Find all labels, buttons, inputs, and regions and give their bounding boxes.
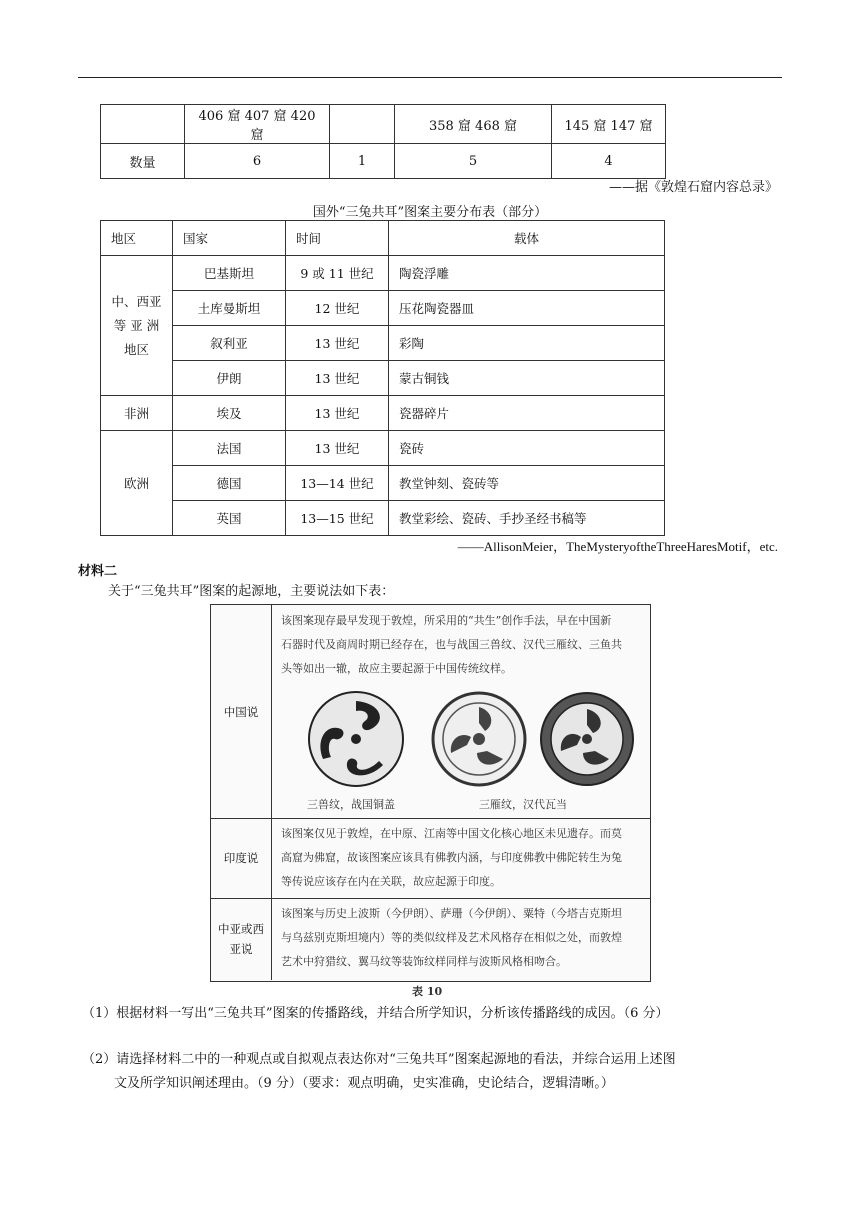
table-cell: 145 窟 147 窟 bbox=[552, 105, 666, 144]
material2-heading: 材料二 bbox=[78, 564, 118, 579]
table-cell: 5 bbox=[395, 144, 552, 179]
table-row bbox=[101, 326, 665, 361]
country-cell: 伊朗 bbox=[173, 361, 286, 396]
region-cell: 非洲 bbox=[101, 396, 173, 431]
source-citation-2: ——AllisonMeier，TheMysteryoftheThreeHaresMotif，etc. bbox=[457, 539, 778, 554]
region-cell: 欧洲 bbox=[101, 431, 173, 536]
text-line: 该图案仅见于敦煌，在中原、江南等中国文化核心地区未见遗存。而莫 bbox=[281, 827, 622, 840]
three-goose-tile-image-2 bbox=[537, 689, 637, 789]
table-cell: 6 bbox=[185, 144, 330, 179]
text-line: 与乌兹别克斯坦境内）等的类似纹样及艺术风格存在相似之处，而敦煌 bbox=[281, 931, 622, 944]
three-beast-pattern-image bbox=[301, 689, 411, 789]
country-cell: 土库曼斯坦 bbox=[173, 291, 286, 326]
table-row bbox=[101, 501, 665, 536]
table-cell: 406 窟 407 窟 420 窟 bbox=[185, 105, 330, 144]
table-cell: 358 窟 468 窟 bbox=[395, 105, 552, 144]
carrier-cell: 蒙古铜钱 bbox=[389, 361, 665, 396]
label-line: 亚说 bbox=[229, 942, 253, 956]
table-caption: 国外“三兔共耳”图案主要分布表（部分） bbox=[312, 205, 548, 220]
carrier-cell: 教堂彩绘、瓷砖、手抄圣经书稿等 bbox=[389, 501, 665, 536]
table-cell: 数量 bbox=[101, 144, 185, 179]
region-line: 地区 bbox=[123, 341, 149, 357]
three-goose-tile-image-1 bbox=[429, 689, 529, 789]
india-theory-text bbox=[281, 822, 642, 894]
carrier-cell: 教堂钟刻、瓷砖等 bbox=[389, 466, 665, 501]
table-header: 地区 bbox=[101, 221, 173, 256]
china-theory-text bbox=[281, 609, 642, 681]
carrier-cell: 瓷砖 bbox=[389, 431, 665, 466]
table-row bbox=[101, 431, 665, 466]
table-row bbox=[101, 105, 666, 144]
table-row bbox=[101, 256, 665, 291]
china-theory-row bbox=[211, 605, 650, 819]
central-asia-theory-label bbox=[211, 898, 272, 980]
country-cell: 英国 bbox=[173, 501, 286, 536]
carrier-cell: 压花陶瓷器皿 bbox=[389, 291, 665, 326]
table-row bbox=[101, 221, 665, 256]
country-cell: 德国 bbox=[173, 466, 286, 501]
text-line: 艺术中狩猎纹、翼马纹等装饰纹样同样与波斯风格相吻合。 bbox=[281, 955, 567, 968]
table-number-caption: 表 10 bbox=[412, 985, 443, 998]
country-cell: 叙利亚 bbox=[173, 326, 286, 361]
table-cell bbox=[330, 105, 395, 144]
central-asia-theory-row bbox=[211, 898, 650, 980]
label-line: 中亚或西 bbox=[218, 922, 264, 936]
distribution-table bbox=[100, 220, 665, 536]
region-line: 等 亚 洲 bbox=[113, 317, 160, 333]
text-line: 高窟为佛窟，故该图案应该具有佛教内涵，与印度佛教中佛陀转生为兔 bbox=[281, 851, 622, 864]
time-cell: 13 世纪 bbox=[286, 361, 389, 396]
time-cell: 13 世纪 bbox=[286, 396, 389, 431]
table-cell: 1 bbox=[330, 144, 395, 179]
text-line: 头等如出一辙，故应主要起源于中国传统纹样。 bbox=[281, 662, 512, 675]
source-citation-1: ——据《敦煌石窟内容总录》 bbox=[608, 180, 778, 195]
table-row bbox=[101, 291, 665, 326]
region-line: 中、西亚 bbox=[111, 293, 162, 309]
region-cell bbox=[101, 256, 173, 396]
central-asia-theory-text bbox=[281, 902, 642, 974]
table-header: 载体 bbox=[389, 221, 665, 256]
table-row bbox=[101, 466, 665, 501]
country-cell: 巴基斯坦 bbox=[173, 256, 286, 291]
image-caption: 三雁纹，汉代瓦当 bbox=[479, 798, 567, 811]
question-1: （1）根据材料一写出“三兔共耳”图案的传播路线，并结合所学知识，分析该传播路线的成因。（6 分） bbox=[82, 1006, 669, 1021]
table-row bbox=[101, 396, 665, 431]
header-rule bbox=[78, 77, 782, 78]
carrier-cell: 陶瓷浮雕 bbox=[389, 256, 665, 291]
origin-theories-table bbox=[210, 604, 651, 982]
material2-intro: 关于“三兔共耳”图案的起源地，主要说法如下表： bbox=[108, 584, 395, 599]
time-cell: 9 或 11 世纪 bbox=[286, 256, 389, 291]
india-theory-row bbox=[211, 818, 650, 899]
country-cell: 法国 bbox=[173, 431, 286, 466]
table-cell bbox=[101, 105, 185, 144]
time-cell: 13—14 世纪 bbox=[286, 466, 389, 501]
time-cell: 12 世纪 bbox=[286, 291, 389, 326]
image-caption: 三兽纹，战国铜盖 bbox=[307, 798, 395, 811]
country-cell: 埃及 bbox=[173, 396, 286, 431]
text-line: 石器时代及商周时期已经存在，也与战国三兽纹、汉代三雁纹、三鱼共 bbox=[281, 638, 622, 651]
time-cell: 13 世纪 bbox=[286, 431, 389, 466]
cave-count-table bbox=[100, 104, 666, 179]
time-cell: 13—15 世纪 bbox=[286, 501, 389, 536]
table-row bbox=[101, 144, 666, 179]
text-line: 等传说应该存在内在关联，故应起源于印度。 bbox=[281, 875, 501, 888]
india-theory-label: 印度说 bbox=[211, 818, 272, 898]
time-cell: 13 世纪 bbox=[286, 326, 389, 361]
question-2-line-2: 文及所学知识阐述理由。（9 分）（要求：观点明确，史实准确，史论结合，逻辑清晰。） bbox=[114, 1076, 614, 1091]
question-2-line-1: （2）请选择材料二中的一种观点或自拟观点表达你对“三兔共耳”图案起源地的看法，并综合运用上述图 bbox=[82, 1052, 676, 1067]
text-line: 该图案与历史上波斯（今伊朗）、萨珊（今伊朗）、粟特（今塔吉克斯坦 bbox=[281, 907, 622, 920]
table-row bbox=[101, 361, 665, 396]
table-header: 国家 bbox=[173, 221, 286, 256]
carrier-cell: 彩陶 bbox=[389, 326, 665, 361]
carrier-cell: 瓷器碎片 bbox=[389, 396, 665, 431]
table-header: 时间 bbox=[286, 221, 389, 256]
table-cell: 4 bbox=[552, 144, 666, 179]
text-line: 该图案现存最早发现于敦煌，所采用的“共生”创作手法，早在中国新 bbox=[281, 614, 612, 627]
china-theory-label: 中国说 bbox=[211, 605, 272, 818]
